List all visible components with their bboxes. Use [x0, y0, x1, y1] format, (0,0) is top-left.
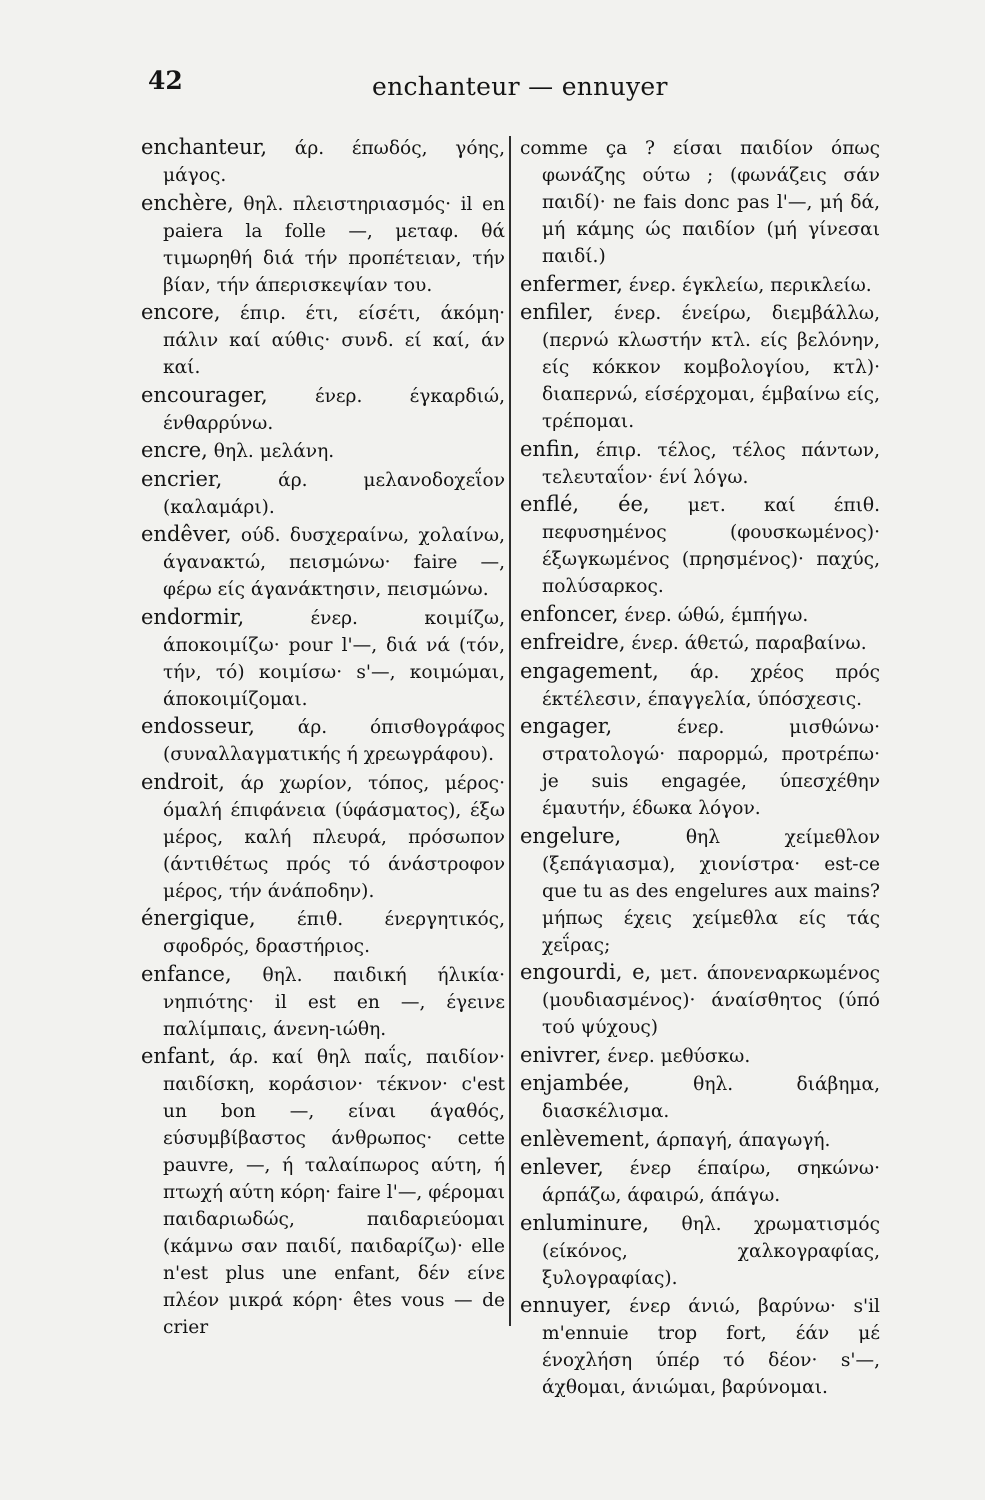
dictionary-entry: [520, 1070, 880, 1125]
dictionary-entry: [520, 658, 880, 713]
entry-headword: énergique,: [141, 906, 256, 930]
entry-definition: ένερ. ένείρω, διεμβάλλω, (περνώ κλωστήν κτλ. είς βελόνην, είς κόκκον κομβολογίου, κτλ)· διαπερνώ, είσέρχομαι, έμβαίνω είς, τρέπομαι.: [542, 303, 880, 432]
entry-headword: encrier,: [141, 466, 223, 491]
entry-headword: ennuyer,: [520, 1293, 612, 1317]
entry-definition: θηλ χείμεθλον (ξεπάγιασμα), χιονίστρα· est-ce que tu as des engelures aux mains? μήπως έχεις χείμεθλα είς τάς χεΐρας;: [542, 826, 880, 956]
entry-definition: ένερ άνιώ, βαρύνω· s'il m'ennuie trop fort, έάν μέ ένοχλήση ύπέρ τό δέον· s'—, άχθομαι, άνιώμαι, βαρύνομαι.: [542, 1296, 880, 1398]
column-divider: [509, 136, 511, 1326]
entry-definition: θηλ. παιδική ήλικία· νηπιότης· il est en —, έγεινε παλίμπαις, άνενη-ιώθη.: [163, 964, 505, 1040]
entry-definition: άρ. έπωδός, γόης, μάγος.: [163, 138, 505, 186]
entry-definition: θηλ. πλειστηριασμός· il en paiera la folle —, μεταφ. θά τιμωρηθή διά τήν προπέτειαν, τήν βίαν, τήν άπερισκεψίαν του.: [163, 193, 505, 296]
dictionary-entry: [520, 436, 880, 491]
dictionary-entry: [520, 823, 880, 959]
dictionary-entry: [141, 134, 505, 189]
right-column: [520, 134, 880, 1402]
entry-definition: μετ. άπονεναρκωμένος (μουδιασμένος)· άναίσθητος (ύπό τού ψύχους): [542, 963, 881, 1038]
dictionary-entry: [520, 1292, 880, 1401]
entry-headword: enfiler,: [520, 300, 594, 324]
dictionary-entry: [141, 1043, 505, 1341]
entry-definition: άρ. χρέος πρός έκτέλεσιν, έπαγγελία, ύπόσχεσις.: [542, 661, 880, 710]
entry-definition: άρ. όπισθογράφος (συναλλαγματικής ή χρεωγράφου).: [163, 717, 505, 765]
dictionary-entry: [520, 629, 880, 657]
entry-headword: engager,: [520, 714, 613, 738]
entry-definition: άρ. καί θηλ παΐς, παιδίον· παιδίσκη, κοράσιον· τέκνον· c'est un bon —, είναι άγαθός, εύσυμβίβαστος άνθρωπος· cette pauvre, —, ή ταλαίπωρος αύτη, ή πτωχή αύτη κόρη· faire l'—, φέρομαι παιδαριωδώς, παιδαριεύομαι (κάμνω σαν παιδί, παιδαρίζω)· elle n'est plus une enfant, δέν είνε πλέον μικρά κόρη· êtes vous — de crier: [163, 1047, 505, 1338]
entry-headword: endormir,: [141, 604, 245, 629]
entry-definition: άρ χωρίον, τόπος, μέρος· όμαλή έπιφάνεια (ύφάσματος), έξω μέρος, καλή πλευρά, πρόσωπον (άντιθέτως πρός τό άνάστροφον μέρος, τήν άνάποδην).: [163, 772, 505, 902]
dictionary-entry: [520, 1154, 880, 1209]
entry-headword: enfermer,: [520, 271, 623, 296]
entry-definition: ένερ. μισθώνω· στρατολογώ· παρορμώ, προτρέπω· je suis engagée, ύπεσχέθην έμαυτήν, έδωκα λόγον.: [542, 717, 880, 819]
dictionary-entry: [141, 769, 505, 905]
entry-definition: έπιθ. ένεργητικός, σφοδρός, δραστήριος.: [163, 909, 505, 957]
dictionary-entry: [141, 466, 505, 521]
entry-definition: ένερ. άθετώ, παραβαίνω.: [625, 633, 867, 654]
dictionary-entry: [520, 1210, 880, 1292]
dictionary-entry: [520, 713, 880, 822]
entry-headword: enfant,: [141, 1044, 216, 1068]
entry-headword: endêver,: [141, 522, 232, 546]
dictionary-entry: [520, 271, 880, 299]
entry-definition: έπιρ. έτι, είσέτι, άκόμη· πάλιν καί αύθις· συνδ. εί καί, άν καί.: [163, 303, 505, 378]
entry-headword: encre,: [141, 438, 208, 462]
entry-headword: endosseur,: [141, 714, 255, 738]
entry-headword: enchanteur,: [141, 135, 268, 159]
entry-definition: comme ça ? είσαι παιδίον όπως φωνάζης ούτω ; (φωνάζεις σάν παιδί)· ne fais donc pas l'—, μή δά, μή κάμης ώς παιδίον (μή γίνεσαι παιδί.): [520, 138, 880, 267]
entry-headword: enfreidre,: [520, 630, 626, 654]
entry-headword: enlèvement,: [520, 1126, 651, 1151]
entry-headword: enflé, ée,: [520, 492, 650, 516]
running-head: enchanteur — ennuyer: [372, 72, 668, 101]
entry-definition: ένερ. έγκλείω, περικλείω.: [622, 274, 872, 296]
dictionary-entry: [141, 190, 505, 299]
entry-headword: engagement,: [520, 658, 659, 683]
entry-definition: άρ. μελανοδοχεΐον (καλαμάρι).: [163, 469, 505, 518]
dictionary-entry: [141, 521, 505, 603]
dictionary-entry: [141, 961, 505, 1043]
dictionary-entry: [141, 437, 505, 465]
entry-headword: encore,: [141, 300, 221, 324]
entry-headword: enlever,: [520, 1155, 604, 1179]
dictionary-entry: [141, 604, 505, 713]
entry-headword: endroit,: [141, 769, 225, 794]
entry-headword: enfin,: [520, 436, 581, 461]
entry-headword: engelure,: [520, 823, 622, 848]
entry-headword: enluminure,: [520, 1210, 650, 1235]
dictionary-entry: [520, 1042, 880, 1070]
entry-headword: enfance,: [141, 961, 232, 986]
entry-definition: ένερ. μεθύσκω.: [601, 1045, 751, 1067]
entry-headword: encourager,: [141, 382, 268, 407]
dictionary-entry: [520, 134, 880, 270]
entry-definition: ένερ έπαίρω, σηκώνω· άρπάζω, άφαιρώ, άπάγω.: [542, 1158, 880, 1206]
entry-definition: ένερ. κοιμίζω, άποκοιμίζω· pour l'—, διά νά (τόν, τήν, τό) κοιμίσω· s'—, κοιμώμαι, άποκοιμίζομαι.: [163, 607, 505, 710]
left-column: [141, 134, 505, 1342]
dictionary-entry: [520, 1126, 880, 1154]
dictionary-entry: [141, 299, 505, 381]
entry-definition: ένερ. ώθώ, έμπήγω.: [618, 604, 809, 626]
dictionary-entry: [520, 601, 880, 629]
entry-definition: ούδ. δυσχεραίνω, χολαίνω, άγανακτώ, πεισμώνω· faire —, φέρω είς άγανάκτησιν, πεισμώνω.: [163, 525, 505, 600]
entry-definition: θηλ. μελάνη.: [207, 441, 335, 462]
entry-headword: enchère,: [141, 190, 234, 215]
dictionary-entry: [520, 491, 880, 600]
dictionary-entry: [141, 713, 505, 768]
entry-definition: άρπαγή, άπαγωγή.: [650, 1129, 831, 1151]
dictionary-entry: [520, 299, 880, 435]
entry-definition: μετ. καί έπιθ. πεφυσημένος (φουσκωμένος)· έξωγκωμένος (πρησμένος)· παχύς, πολύσαρκος.: [542, 495, 880, 597]
entry-headword: enfoncer,: [520, 601, 619, 626]
dictionary-entry: [520, 959, 880, 1041]
entry-definition: ένερ. έγκαρδιώ, ένθαρρύνω.: [163, 385, 505, 434]
entry-definition: θηλ. διάβημα, διασκέλισμα.: [542, 1074, 880, 1122]
entry-headword: enivrer,: [520, 1042, 602, 1067]
dictionary-entry: [141, 905, 505, 960]
entry-headword: enjambée,: [520, 1071, 630, 1095]
page-number: 42: [148, 66, 183, 95]
entry-definition: θηλ. χρωματισμός (είκόνος, χαλκογραφίας, ξυλογραφίας).: [542, 1213, 880, 1289]
entry-headword: engourdi, e,: [520, 960, 652, 984]
dictionary-entry: [141, 382, 505, 437]
entry-definition: έπιρ. τέλος, τέλος πάντων, τελευταΐον· ένί λόγω.: [542, 439, 880, 488]
